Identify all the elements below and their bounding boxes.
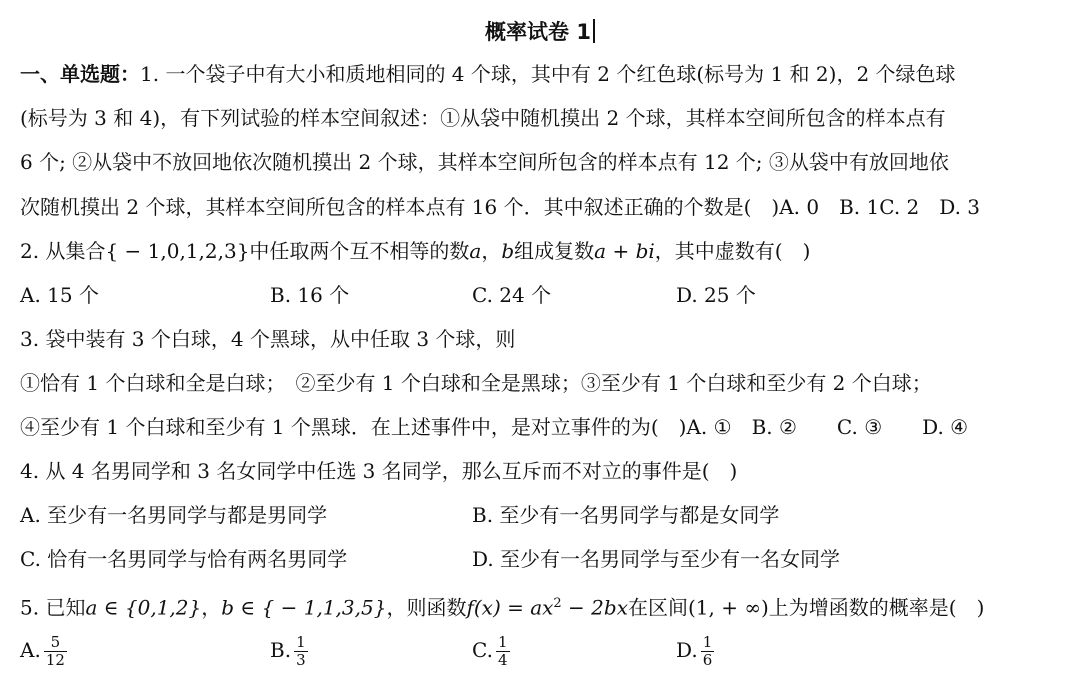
q5-option-b: B. $\frac{1}{3}$	[270, 633, 306, 669]
fraction: $\frac{1}{4}$	[497, 633, 508, 669]
text-cursor	[593, 19, 595, 43]
q4-option-b: B. 至少有一名男同学与都是女同学	[472, 503, 780, 527]
q2-option-d: D. 25 个	[676, 283, 756, 307]
q4-stem: 4. 从 4 名男同学和 3 名女同学中任选 3 名同学，那么互斥而不对立的事件是( )	[20, 459, 738, 483]
section-heading: 一、单选题：	[20, 62, 140, 86]
fraction: $\frac{1}{6}$	[702, 633, 713, 669]
q5-option-c: C. $\frac{1}{4}$	[472, 633, 508, 669]
q2-stem: 2. 从集合{ − 1,0,1,2,3}中任取两个互不相等的数a，b组成复数a + bi，其中虚数有( )	[20, 239, 811, 263]
fraction: $\frac{1}{3}$	[296, 633, 306, 669]
q1-line-4: 次随机摸出 2 个球，其样本空间所包含的样本点有 16 个．其中叙述正确的个数是( )A. 0 B. 1C. 2 D. 3	[20, 195, 981, 219]
page-title: 概率试卷 1	[0, 16, 1080, 46]
q4-option-a: A. 至少有一名男同学与都是男同学	[20, 503, 328, 527]
q1-line-3: 6 个; ②从袋中不放回地依次随机摸出 2 个球，其样本空间所包含的样本点有 12 个; ③从袋中有放回地依	[20, 150, 949, 174]
q3-line-3: ④至少有 1 个白球和至少有 1 个黑球．在上述事件中，是对立事件的为( )A. ① B. ② C. ③ D. ④	[20, 415, 969, 439]
q5-option-a: A. $\frac{5}{12}$	[20, 633, 65, 669]
q4-option-c: C. 恰有一名男同学与恰有两名男同学	[20, 547, 348, 571]
q2-option-c: C. 24 个	[472, 283, 552, 307]
q4-option-d: D. 至少有一名男同学与至少有一名女同学	[472, 547, 841, 571]
q5-option-d: D. $\frac{1}{6}$	[676, 633, 713, 669]
q2-option-b: B. 16 个	[270, 283, 350, 307]
q3-line-2: ①恰有 1 个白球和全是白球； ②至少有 1 个白球和全是黑球；③至少有 1 个白球和至少有 2 个白球；	[20, 371, 932, 395]
q5-stem: 5. 已知a ∈ {0,1,2}，b ∈ { − 1,1,3,5}，则函数$f(x) = ax^2 - 2bx$在区间(1, + ∞)上为增函数的概率是( )	[20, 595, 985, 620]
q3-line-1: 3. 袋中装有 3 个白球，4 个黑球，从中任取 3 个球，则	[20, 327, 516, 351]
fraction: $\frac{5}{12}$	[45, 633, 65, 669]
q1-line-2: (标号为 3 和 4)，有下列试验的样本空间叙述：①从袋中随机摸出 2 个球，其样本空间所包含的样本点有	[20, 106, 946, 130]
q2-option-a: A. 15 个	[20, 283, 99, 307]
q1-line-1: 一、单选题：1. 一个袋子中有大小和质地相同的 4 个球，其中有 2 个红色球(标号为 1 和 2)，2 个绿色球	[20, 62, 956, 86]
